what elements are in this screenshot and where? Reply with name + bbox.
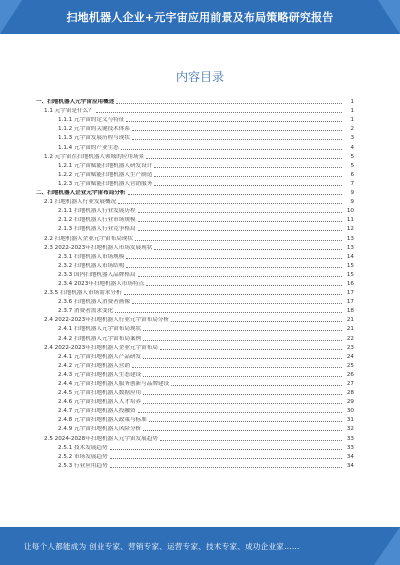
toc-entry[interactable] [36,296,354,305]
toc-entry-title: 2.4.9 元宇宙扫地机器人风险分析 [58,426,142,433]
toc-entry-title: 2.2 扫地机器人企业元宇宙布局现状 [44,235,133,242]
toc-leader-dots [143,402,342,404]
toc-entry-page: 28 [346,390,354,397]
toc-entry-page: 21 [346,326,354,333]
toc-entry-page: 33 [346,444,354,451]
toc-entry-page: 23 [346,344,354,351]
toc-entry[interactable] [36,178,354,187]
toc-leader-dots [160,439,342,441]
header-banner [0,0,400,34]
toc-entry[interactable] [36,205,354,214]
toc-entry-page: 26 [346,371,354,378]
toc-leader-dots [149,420,342,422]
toc-entry-title: 2.4.1 扫地机器人元宇宙布局现状 [58,326,142,333]
toc-entry-title: 1.2.3 元宇宙赋能扫地机器人营销服务 [58,180,153,187]
toc-leader-dots [138,411,342,413]
toc-entry[interactable] [36,196,354,205]
footer-banner [0,527,400,565]
toc-leader-dots [132,302,342,304]
toc-entry-page: 18 [346,308,354,315]
toc-entry-page: 17 [346,299,354,306]
toc-entry[interactable] [36,214,354,223]
toc-entry-page: 34 [346,453,354,460]
toc-leader-dots [132,138,342,140]
toc-leader-dots [110,457,342,459]
toc-entry-title: 2.1 扫地机器人行业发展概况 [44,199,117,206]
toc-entry[interactable] [36,151,354,160]
toc-entry-title: 2.3.6 扫地机器人消费者画像 [58,299,130,306]
toc-entry[interactable] [36,96,354,105]
toc-entry[interactable] [36,432,354,441]
toc-entry-title: 2.4.2 扫地机器人元宇宙布局案例 [58,335,142,342]
toc-entry-title: 2.4.3 元宇宙扫地机器人生态建设 [58,371,142,378]
toc-entry-page: 30 [346,408,354,415]
toc-entry[interactable] [36,232,354,241]
toc-entry-page: 9 [350,199,354,206]
toc-entry[interactable] [36,169,354,178]
toc-entry-page: 33 [346,435,354,442]
toc-entry-title: 1.2.1 元宇宙赋能扫地机器人研发设计 [58,162,153,169]
toc-leader-dots [146,284,342,286]
toc-entry-title: 2.3 2022-2023年扫地机器人市场发展现状 [44,244,153,251]
toc-entry[interactable] [36,123,354,132]
toc-entry-page: 17 [346,290,354,297]
toc-leader-dots [138,220,342,222]
toc-entry-title: 2.3.5 扫地机器人市场需求分析 [44,290,122,297]
toc-entry[interactable] [36,378,354,387]
toc-entry-title: 2.1.1 扫地机器人行业发展历程 [58,208,136,215]
toc-entry[interactable] [36,269,354,278]
toc-leader-dots [126,266,342,268]
toc-entry[interactable] [36,314,354,323]
toc-entry-title: 2.3.2 扫地机器人市场结构 [58,262,125,269]
toc-leader-dots [118,202,342,204]
toc-entry-page: 15 [346,271,354,278]
toc-entry-page: 3 [350,135,354,142]
toc-entry-title: 1.1.1 元宇宙的定义与特征 [58,117,125,124]
toc-leader-dots [132,366,342,368]
toc-entry-title: 2.4 2022-2023年扫地机器人行业元宇宙布局分析 [44,317,170,324]
toc-entry-title: 2.4.4 元宇宙扫地机器人服务创新与品牌建设 [58,381,170,387]
toc-leader-dots [135,239,342,241]
toc-entry-title: 2.1.2 扫地机器人行业市场规模 [58,217,136,224]
toc-entry-page: 34 [346,462,354,469]
toc-leader-dots [143,357,342,359]
toc-entry[interactable] [36,323,354,332]
toc-entry[interactable] [36,223,354,232]
toc-entry-title: 一、扫地机器人元宇宙应用概述 [36,99,115,106]
toc-leader-dots [143,329,342,331]
toc-entry-title: 2.4.2 元宇宙扫地机器人营销 [58,362,130,369]
toc-entry-title: 2.4.1 元宇宙扫地机器人产品研发 [58,353,142,360]
toc-entry-page: 13 [346,244,354,251]
toc-entry-page: 5 [350,153,354,160]
toc-entry[interactable] [36,369,354,378]
toc-entry-page: 10 [346,208,354,215]
toc-entry[interactable] [36,287,354,296]
report-title: 扫地机器人企业+元宇宙应用前景及布局策略研究报告 [66,11,334,24]
toc-entry-page: 1 [350,117,354,124]
toc-leader-dots [146,157,342,159]
toc-entry-page: 9 [350,190,354,197]
toc-leader-dots [126,257,342,259]
toc-entry-page: 31 [346,417,354,424]
toc-leader-dots [116,102,342,104]
toc-entry-page: 1 [350,108,354,115]
footer-corner [374,527,400,565]
toc-entry-title: 2.4.5 元宇宙扫地机器人数据应用 [58,390,142,397]
toc-entry[interactable] [36,442,354,451]
toc-entry-page: 5 [350,162,354,169]
toc-leader-dots [138,211,342,213]
toc-entry-title: 2.5.2 市场发展趋势 [58,453,108,460]
toc-entry-page: 6 [350,171,354,178]
toc-entry[interactable] [36,396,354,405]
toc-entry[interactable] [36,260,354,269]
toc-leader-dots [143,393,342,395]
toc-leader-dots [143,375,342,377]
toc-leader-dots [132,129,342,131]
toc-entry[interactable] [36,332,354,341]
toc-entry-page: 15 [346,262,354,269]
toc-entry-page: 29 [346,399,354,406]
footer-slogan: 让每个人都能成为 创业专家、营销专家、运营专家、技术专家、成功企业家…… [24,542,300,551]
toc-leader-dots [154,166,342,168]
toc-entry[interactable] [36,105,354,114]
toc-entry-title: 2.5.1 技术发展趋势 [58,444,108,451]
toc-leader-dots [160,348,342,350]
toc-entry-title: 2.5 2024-2028年扫地机器人元宇宙发展趋势 [44,435,158,442]
toc-leader-dots [121,148,342,150]
toc-entry[interactable] [36,278,354,287]
toc-entry[interactable] [36,114,354,123]
toc-leader-dots [115,311,342,313]
toc-leader-dots [96,111,342,113]
toc-entry-title: 2.5.3 行业应用趋势 [58,462,108,469]
toc-leader-dots [126,120,342,122]
toc-entry[interactable] [36,414,354,423]
toc-entry-page: 32 [346,426,354,433]
toc-entry-page: 21 [346,317,354,324]
toc-leader-dots [154,175,342,177]
toc-entry[interactable] [36,387,354,396]
toc-entry[interactable] [36,360,354,369]
toc-entry[interactable] [36,423,354,432]
toc-entry[interactable] [36,460,354,469]
toc-entry[interactable] [36,451,354,460]
toc-leader-dots [171,320,342,322]
toc-entry-page: 4 [350,144,354,151]
toc-entry[interactable] [36,141,354,150]
toc-entry-page: 27 [346,381,354,387]
toc-entry[interactable] [36,242,354,251]
toc-entry-title: 2.4.6 元宇宙扫地机器人人才培养 [58,399,142,406]
toc-entry-page: 11 [346,217,354,224]
toc-entry[interactable] [36,351,354,360]
toc-entry[interactable] [36,132,354,141]
toc-entry[interactable] [36,342,354,351]
toc-leader-dots [143,339,342,341]
toc-heading: 内容目录 [175,70,224,84]
toc-entry-page: 24 [346,353,354,360]
toc-entry-page: 2 [350,126,354,133]
toc-entry-title: 1.2.2 元宇宙赋能扫地机器人生产制造 [58,171,153,178]
toc-entry-title: 2.4 2022-2023年扫地机器人企业元宇宙布局 [44,344,158,351]
toc-entry[interactable] [36,187,354,196]
toc-leader-dots [110,448,342,450]
toc-entry-title: 2.3.1 扫地机器人市场规模 [58,253,125,260]
toc-leader-dots [128,193,342,195]
toc-entry-page: 16 [346,280,354,287]
toc-leader-dots [110,466,342,468]
toc-entry-title: 2.3.4 2023年扫地机器人市场特点 [58,280,145,287]
toc-entry[interactable] [36,160,354,169]
toc-entry-title: 2.1.3 扫地机器人行业竞争格局 [58,226,136,233]
table-of-contents [36,96,354,469]
toc-leader-dots [138,229,342,231]
toc-entry-page: 13 [346,235,354,242]
toc-entry-title: 二、扫地机器人企业元宇宙布局分析 [36,190,126,197]
toc-entry-page: 25 [346,362,354,369]
toc-entry-title: 1.2 元宇宙在扫地机器人领域的应用场景 [44,153,145,160]
toc-leader-dots [138,275,342,277]
toc-entry[interactable] [36,405,354,414]
toc-entry-page: 1 [350,99,354,106]
toc-entry-title: 1.1 元宇宙是什么？ [44,108,94,115]
toc-entry[interactable] [36,305,354,314]
toc-entry-title: 2.4.8 元宇宙扫地机器人政策与标准 [58,417,147,424]
toc-entry-title: 2.3.3 国内扫地机器人品牌格局 [58,271,136,278]
toc-leader-dots [154,248,342,250]
toc-entry[interactable] [36,251,354,260]
toc-entry-title: 2.4.7 元宇宙扫地机器人投融资 [58,408,136,415]
toc-entry-page: 14 [346,253,354,260]
toc-entry-title: 1.1.4 元宇宙的产业生态 [58,144,119,151]
toc-entry-title: 1.1.2 元宇宙的关键技术体系 [58,126,130,133]
toc-entry-page: 7 [350,180,354,187]
toc-leader-dots [171,384,342,386]
toc-leader-dots [124,293,342,295]
toc-leader-dots [154,184,342,186]
toc-entry-page: 22 [346,335,354,342]
toc-entry-title: 1.1.3 元宇宙发展历程与现状 [58,135,130,142]
toc-leader-dots [143,429,342,431]
toc-entry-title: 2.3.7 消费者需求变化 [58,308,114,315]
toc-entry-page: 12 [346,226,354,233]
